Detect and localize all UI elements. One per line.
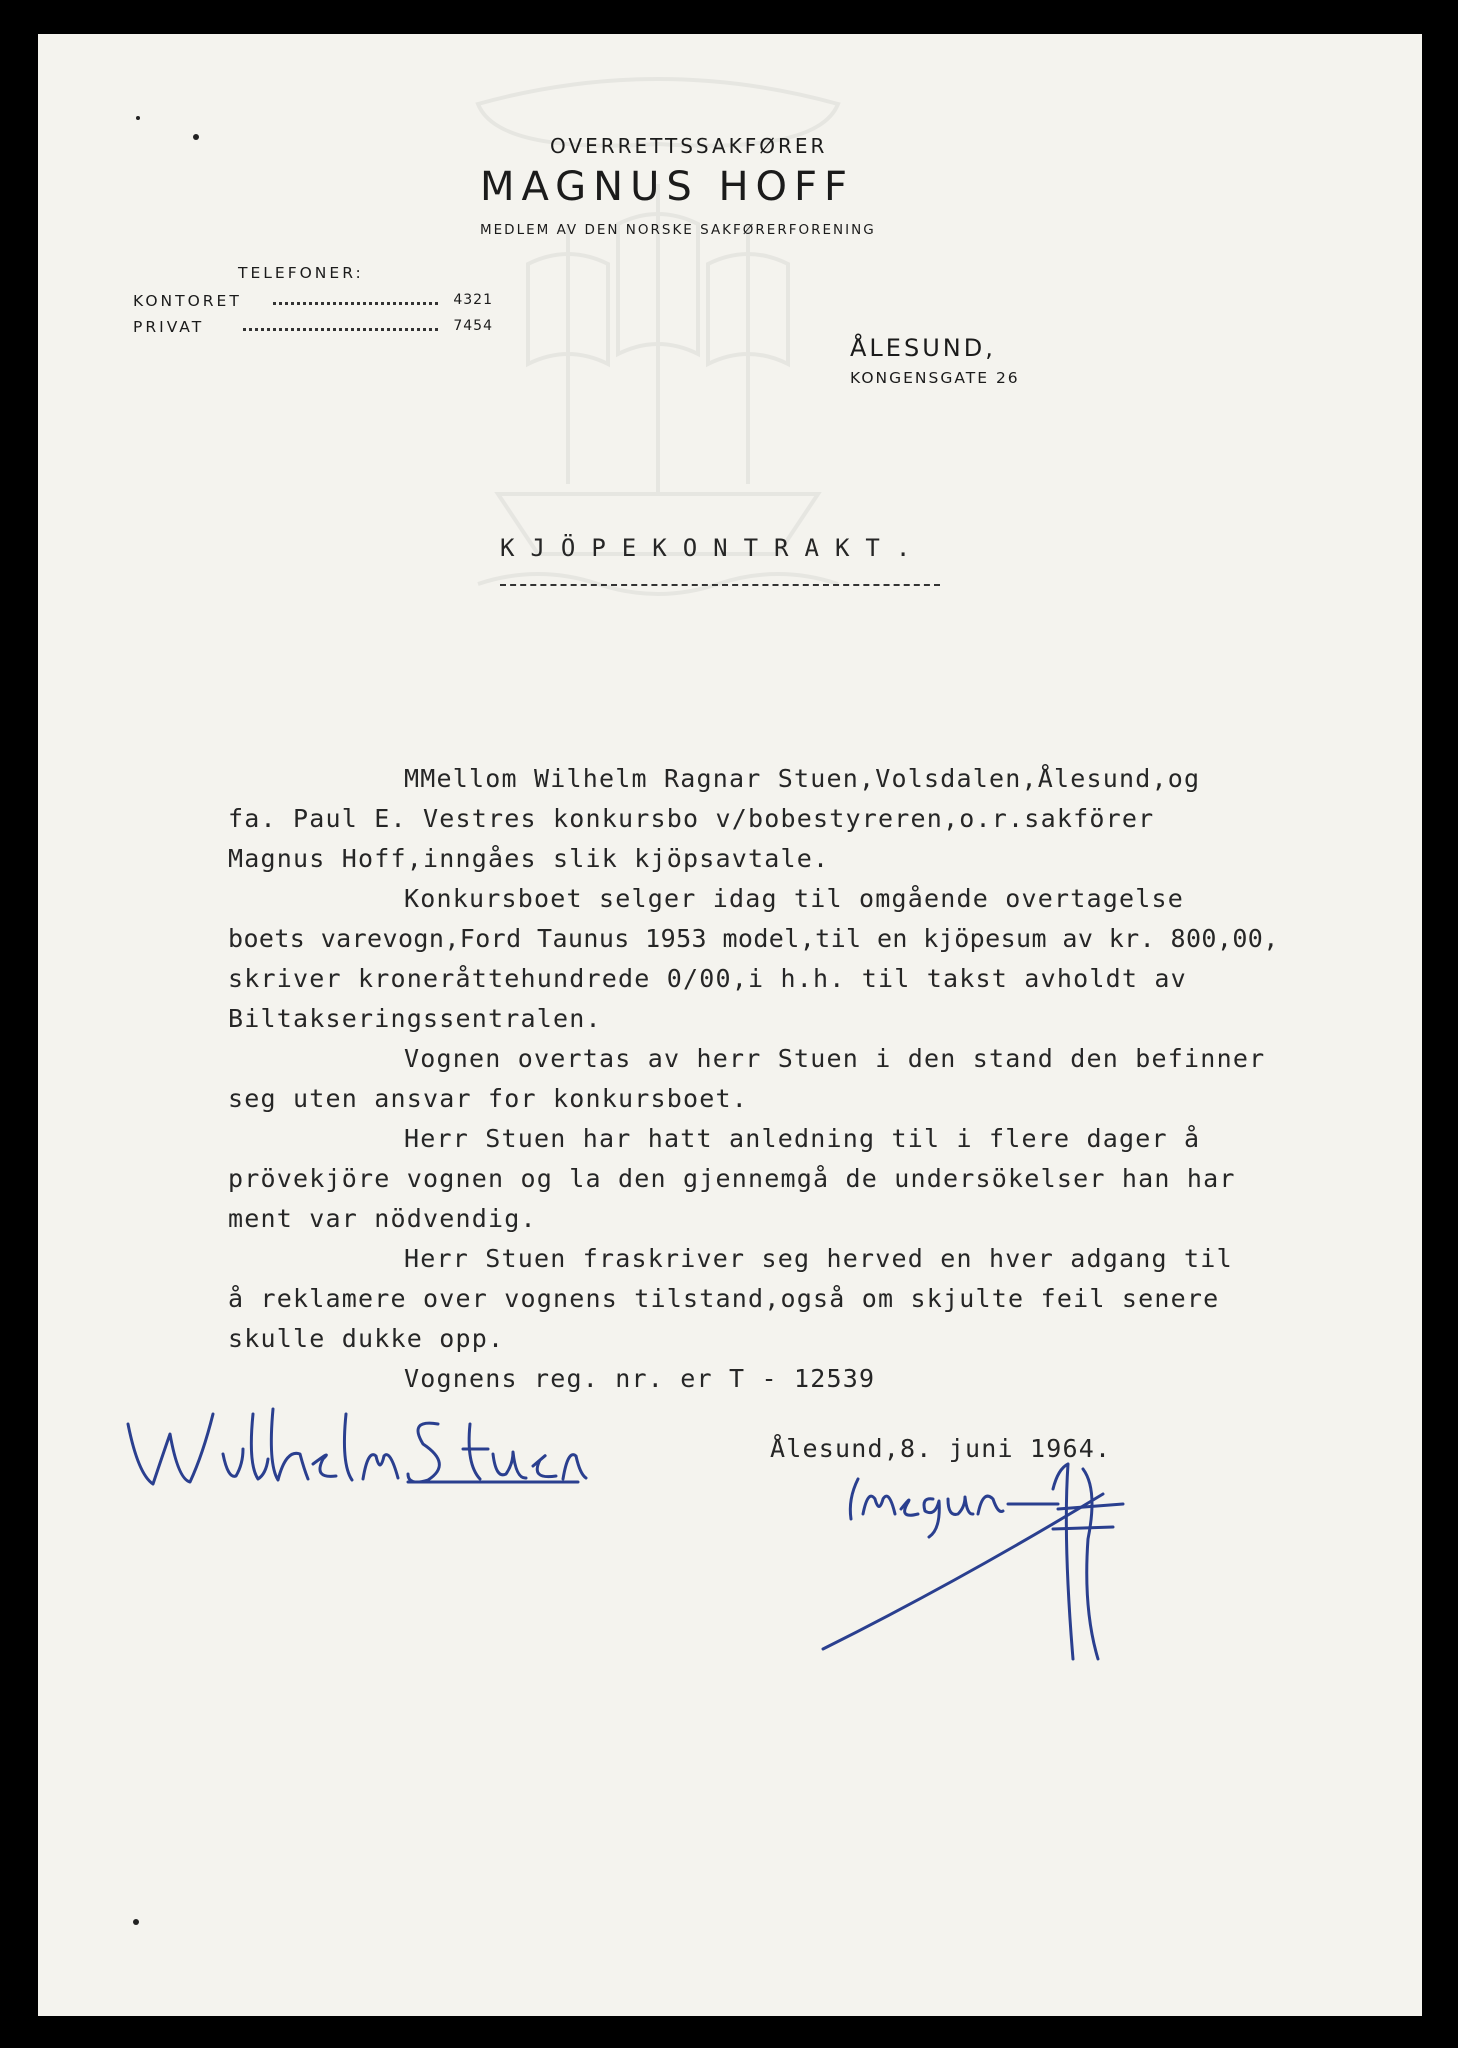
body-line: seg uten ansvar for konkursboet. [228,1084,749,1113]
body-line: ment var nödvendig. [228,1204,537,1233]
phone-number: 7454 [453,318,493,334]
dot-leader [243,328,438,331]
letterhead-city: ÅLESUND, [850,334,996,362]
letterhead-name: MAGNUS HOFF [480,164,855,210]
document-page [38,34,1422,2016]
document-title: KJÖPEKONTRAKT. [500,534,927,562]
dot-leader [273,302,438,305]
phone-number: 4321 [453,292,493,308]
body-line: Vognens reg. nr. er T - 12539 [404,1364,876,1393]
phone-row-office [133,292,493,314]
body-line: skriver kroneråttehundrede 0/00,i h.h. til takst avholdt av [228,964,1187,993]
body-line: boets varevogn,Ford Taunus 1953 model,til en kjöpesum av kr. 800,00, [228,924,1279,953]
phone-label: KONTORET [133,292,242,310]
ink-spot [193,134,199,140]
ink-spot [133,1919,139,1925]
letterhead-membership: MEDLEM AV DEN NORSKE SAKFØRERFORENING [480,222,876,238]
body-line: skulle dukke opp. [228,1324,505,1353]
body-line: å reklamere over vognens tilstand,også om skjulte feil senere [228,1284,1220,1313]
body-line: MMellom Wilhelm Ragnar Stuen,Volsdalen,Ålesund,og [404,764,1201,793]
seller-signature [783,1459,1263,1669]
place-date: Ålesund,8. juni 1964. [770,1434,1112,1463]
body-line: Herr Stuen har hatt anledning til i flere dager å [404,1124,1201,1153]
ink-spot [136,116,140,120]
body-line: fa. Paul E. Vestres konkursbo v/bobestyreren,o.r.sakförer [228,804,1155,833]
body-line: Vognen overtas av herr Stuen i den stand den befinner [404,1044,1266,1073]
body-line: Herr Stuen fraskriver seg herved en hver adgang til [404,1244,1233,1273]
title-underline [500,584,940,586]
phone-row-private [133,318,493,340]
body-line: prövekjöre vognen og la den gjennemgå de undersökelser han har [228,1164,1236,1193]
phones-heading: TELEFONER: [238,264,364,282]
letterhead-profession: OVERRETTSSAKFØRER [550,134,828,158]
body-line: Konkursboet selger idag til omgående overtagelse [404,884,1185,913]
body-line: Magnus Hoff,inngåes slik kjöpsavtale. [228,844,830,873]
buyer-signature [108,1394,588,1504]
phone-label: PRIVAT [133,318,205,336]
letterhead-street: KONGENSGATE 26 [850,369,1020,387]
body-line: Biltakseringssentralen. [228,1004,602,1033]
